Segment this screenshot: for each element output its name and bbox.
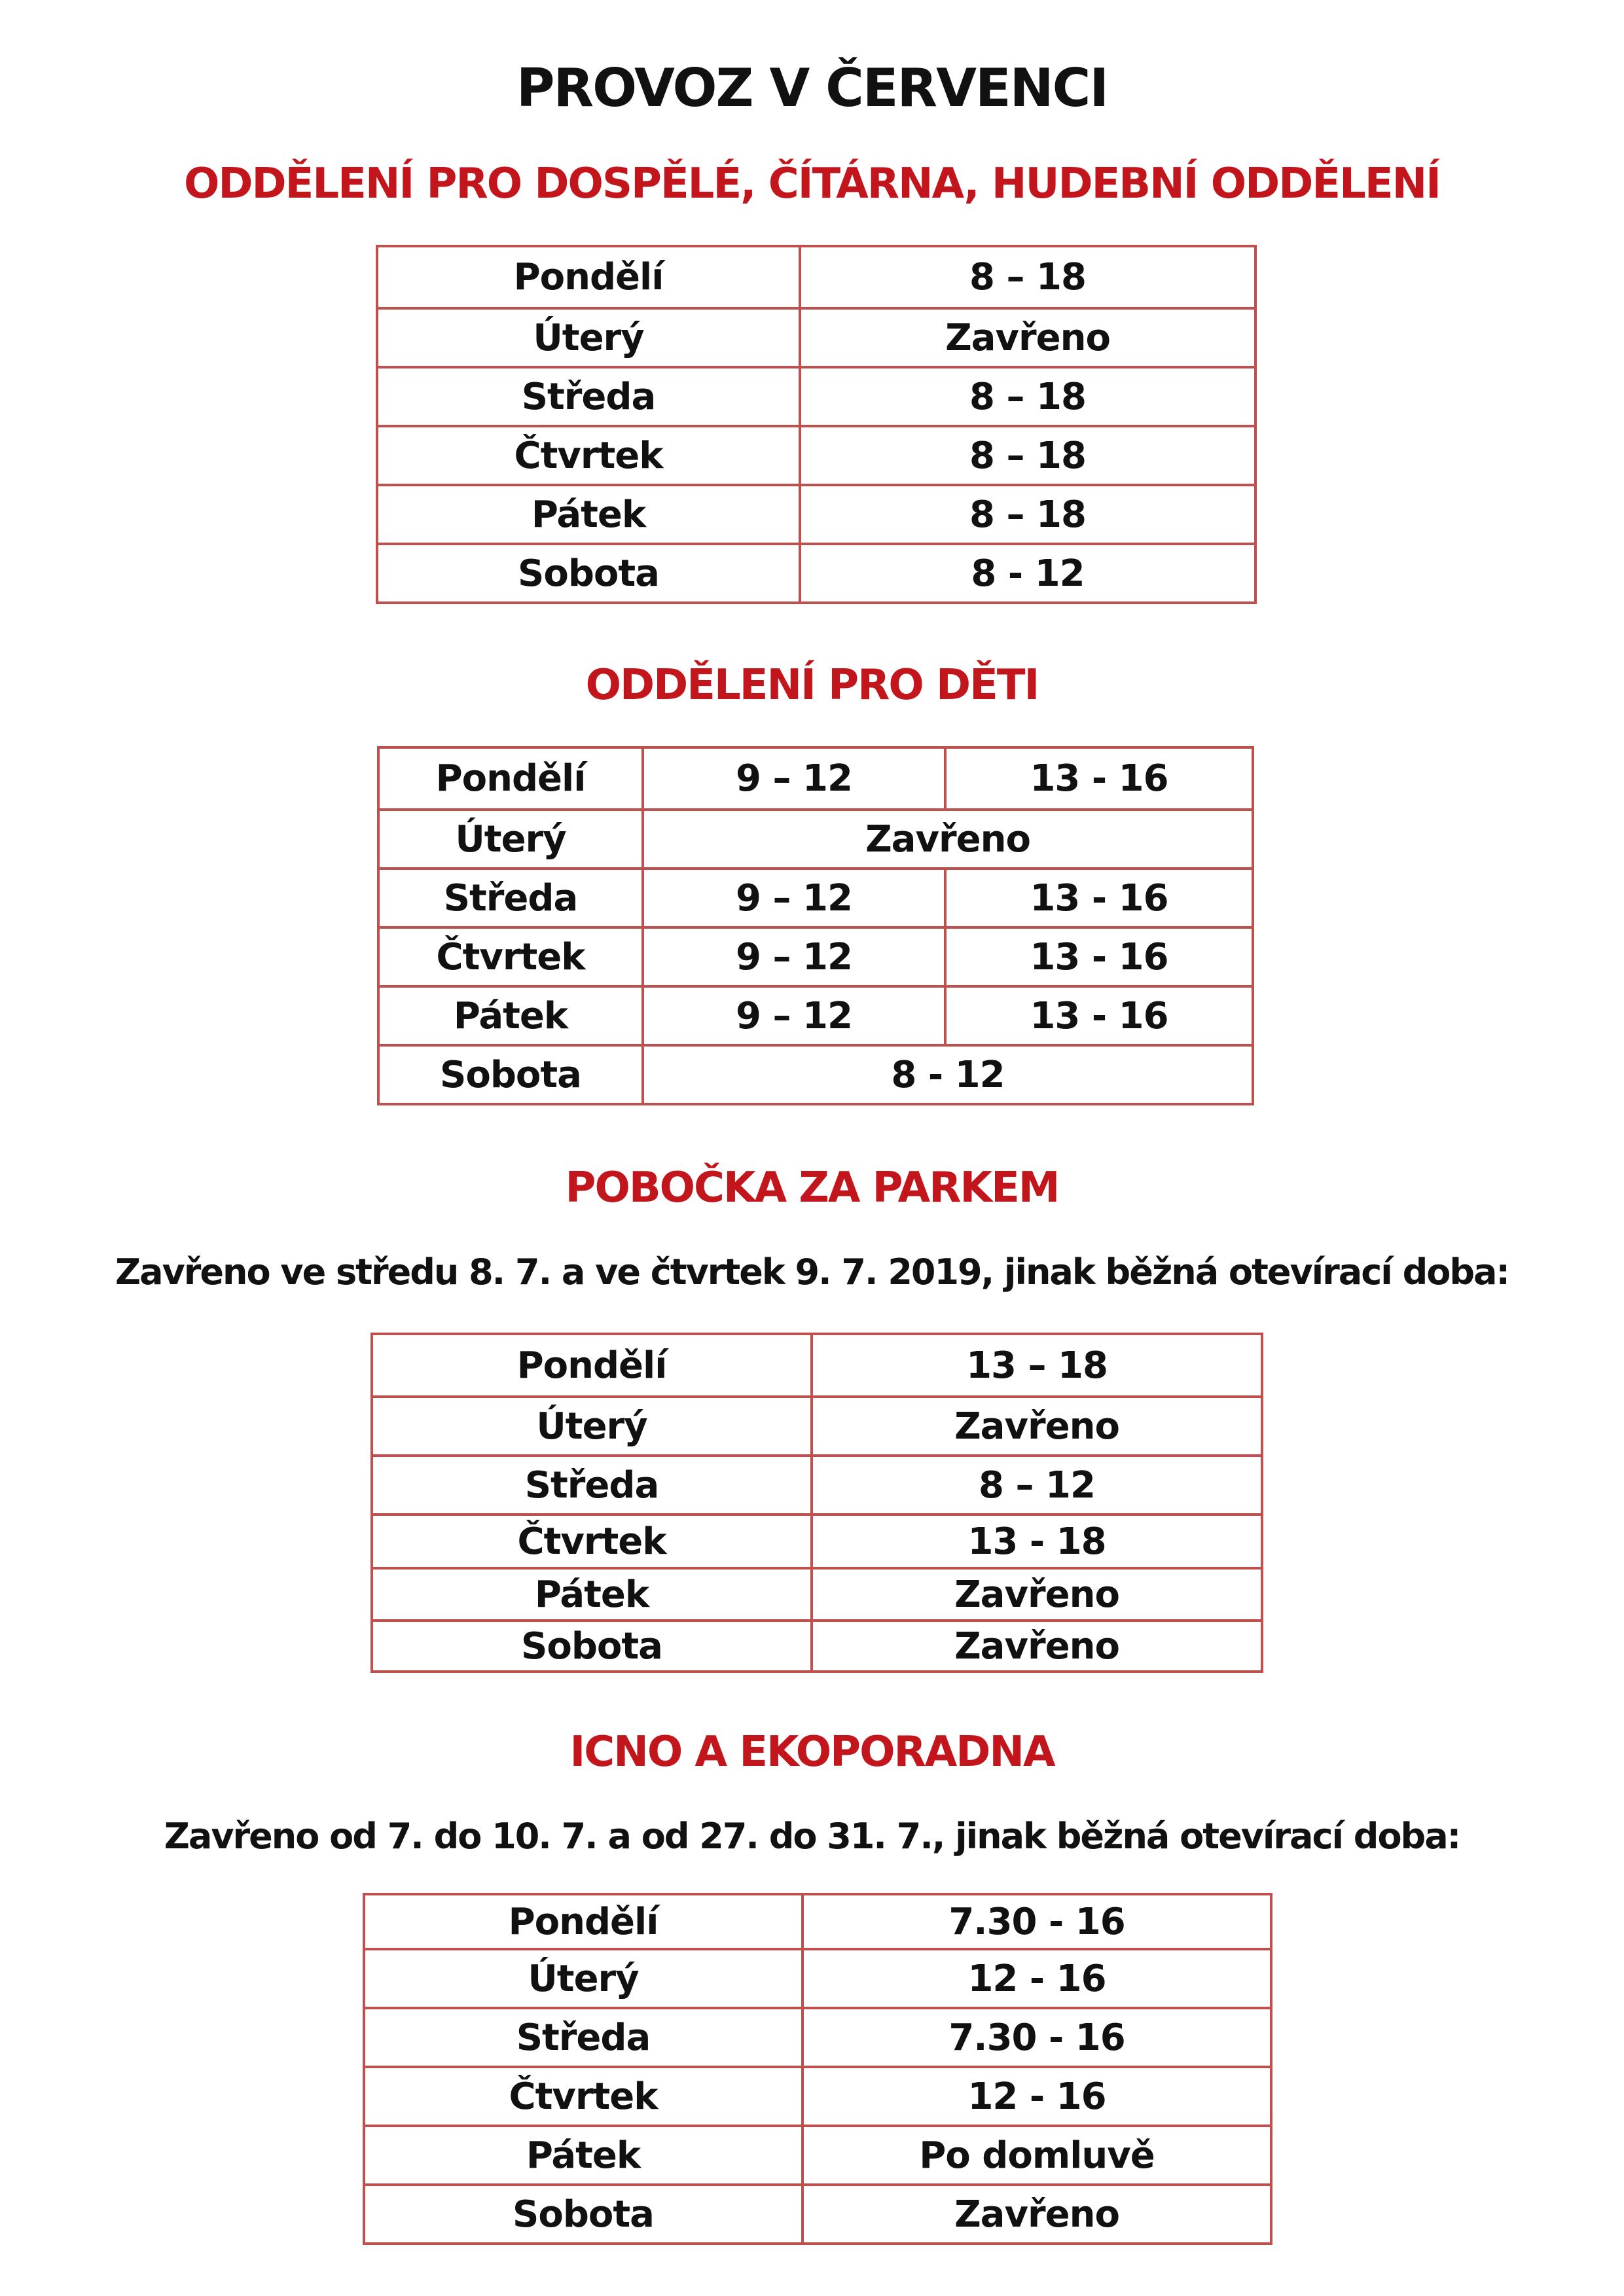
- section-heading-children: ODDĚLENÍ PRO DĚTI: [585, 661, 1039, 709]
- hours-cell: 8 – 12: [812, 1456, 1262, 1515]
- hours-table-children: [377, 746, 1254, 1105]
- hours-table-branch: [370, 1333, 1263, 1673]
- page-title: PROVOZ V ČERVENCI: [516, 58, 1108, 118]
- day-cell: Pátek: [378, 986, 643, 1045]
- table-row: [364, 1894, 1271, 1949]
- table-row: [378, 1045, 1253, 1104]
- day-cell: Středa: [378, 869, 643, 927]
- hours-cell: Zavřeno: [800, 308, 1255, 367]
- day-cell: Pondělí: [377, 246, 800, 308]
- morning-hours-cell: 9 – 12: [643, 927, 945, 986]
- table-row: [378, 747, 1253, 810]
- hours-cell: 7.30 - 16: [803, 1894, 1271, 1949]
- day-cell: Sobota: [372, 1621, 812, 1672]
- day-cell: Úterý: [372, 1397, 812, 1456]
- day-cell: Pátek: [377, 485, 800, 544]
- afternoon-hours-cell: 13 - 16: [945, 986, 1253, 1045]
- hours-cell: 8 - 12: [800, 544, 1255, 603]
- day-cell: Sobota: [364, 2185, 803, 2244]
- table-row: [377, 246, 1255, 308]
- hours-cell: Po domluvě: [803, 2126, 1271, 2185]
- table-row: [372, 1397, 1262, 1456]
- day-cell: Středa: [364, 2008, 803, 2067]
- table-row: [364, 2185, 1271, 2244]
- table-row: [377, 485, 1255, 544]
- day-cell: Úterý: [377, 308, 800, 367]
- day-cell: Pondělí: [364, 1894, 803, 1949]
- day-cell: Pondělí: [372, 1334, 812, 1397]
- day-cell: Středa: [372, 1456, 812, 1515]
- table-row: [377, 544, 1255, 603]
- day-cell: Pátek: [364, 2126, 803, 2185]
- table-row: [372, 1515, 1262, 1568]
- day-cell: Úterý: [378, 810, 643, 869]
- table-row: [364, 2008, 1271, 2067]
- table-row: [372, 1456, 1262, 1515]
- hours-cell: 8 – 18: [800, 426, 1255, 485]
- table-row: [377, 426, 1255, 485]
- hours-cell: 12 - 16: [803, 2067, 1271, 2126]
- day-cell: Čtvrtek: [372, 1515, 812, 1568]
- table-row: [378, 927, 1253, 986]
- hours-cell: 8 – 18: [800, 367, 1255, 426]
- hours-cell: Zavřeno: [803, 2185, 1271, 2244]
- hours-cell: 13 – 18: [812, 1334, 1262, 1397]
- hours-cell: Zavřeno: [812, 1568, 1262, 1621]
- hours-cell: 8 – 18: [800, 246, 1255, 308]
- day-cell: Úterý: [364, 1949, 803, 2008]
- hours-cell: 8 – 18: [800, 485, 1255, 544]
- table-row: [378, 986, 1253, 1045]
- afternoon-hours-cell: 13 - 16: [945, 869, 1253, 927]
- morning-hours-cell: 9 – 12: [643, 986, 945, 1045]
- table-row: [377, 367, 1255, 426]
- hours-table-icno: [363, 1893, 1272, 2245]
- hours-cell: Zavřeno: [643, 810, 1253, 869]
- day-cell: Středa: [377, 367, 800, 426]
- section-heading-branch: POBOČKA ZA PARKEM: [565, 1164, 1059, 1212]
- table-row: [377, 308, 1255, 367]
- day-cell: Sobota: [377, 544, 800, 603]
- closure-note-branch: Zavřeno ve středu 8. 7. a ve čtvrtek 9. 7. 2019, jinak běžná otevírací doba:: [115, 1251, 1509, 1293]
- table-row: [378, 869, 1253, 927]
- morning-hours-cell: 9 – 12: [643, 869, 945, 927]
- table-row: [364, 2067, 1271, 2126]
- section-heading-adults: ODDĚLENÍ PRO DOSPĚLÉ, ČÍTÁRNA, HUDEBNÍ ODDĚLENÍ: [184, 160, 1440, 208]
- hours-cell: Zavřeno: [812, 1621, 1262, 1672]
- section-heading-icno: ICNO A EKOPORADNA: [569, 1728, 1055, 1776]
- table-row: [372, 1621, 1262, 1672]
- day-cell: Sobota: [378, 1045, 643, 1104]
- day-cell: Čtvrtek: [377, 426, 800, 485]
- morning-hours-cell: 9 – 12: [643, 747, 945, 810]
- hours-cell: 12 - 16: [803, 1949, 1271, 2008]
- table-row: [378, 810, 1253, 869]
- hours-cell: 7.30 - 16: [803, 2008, 1271, 2067]
- afternoon-hours-cell: 13 - 16: [945, 927, 1253, 986]
- day-cell: Čtvrtek: [364, 2067, 803, 2126]
- table-row: [364, 2126, 1271, 2185]
- day-cell: Pondělí: [378, 747, 643, 810]
- hours-table-adults: [376, 245, 1257, 604]
- table-row: [372, 1334, 1262, 1397]
- table-row: [364, 1949, 1271, 2008]
- hours-cell: Zavřeno: [812, 1397, 1262, 1456]
- closure-note-icno: Zavřeno od 7. do 10. 7. a od 27. do 31. 7., jinak běžná otevírací doba:: [164, 1816, 1460, 1857]
- hours-cell: 13 - 18: [812, 1515, 1262, 1568]
- hours-cell: 8 - 12: [643, 1045, 1253, 1104]
- afternoon-hours-cell: 13 - 16: [945, 747, 1253, 810]
- table-row: [372, 1568, 1262, 1621]
- day-cell: Pátek: [372, 1568, 812, 1621]
- day-cell: Čtvrtek: [378, 927, 643, 986]
